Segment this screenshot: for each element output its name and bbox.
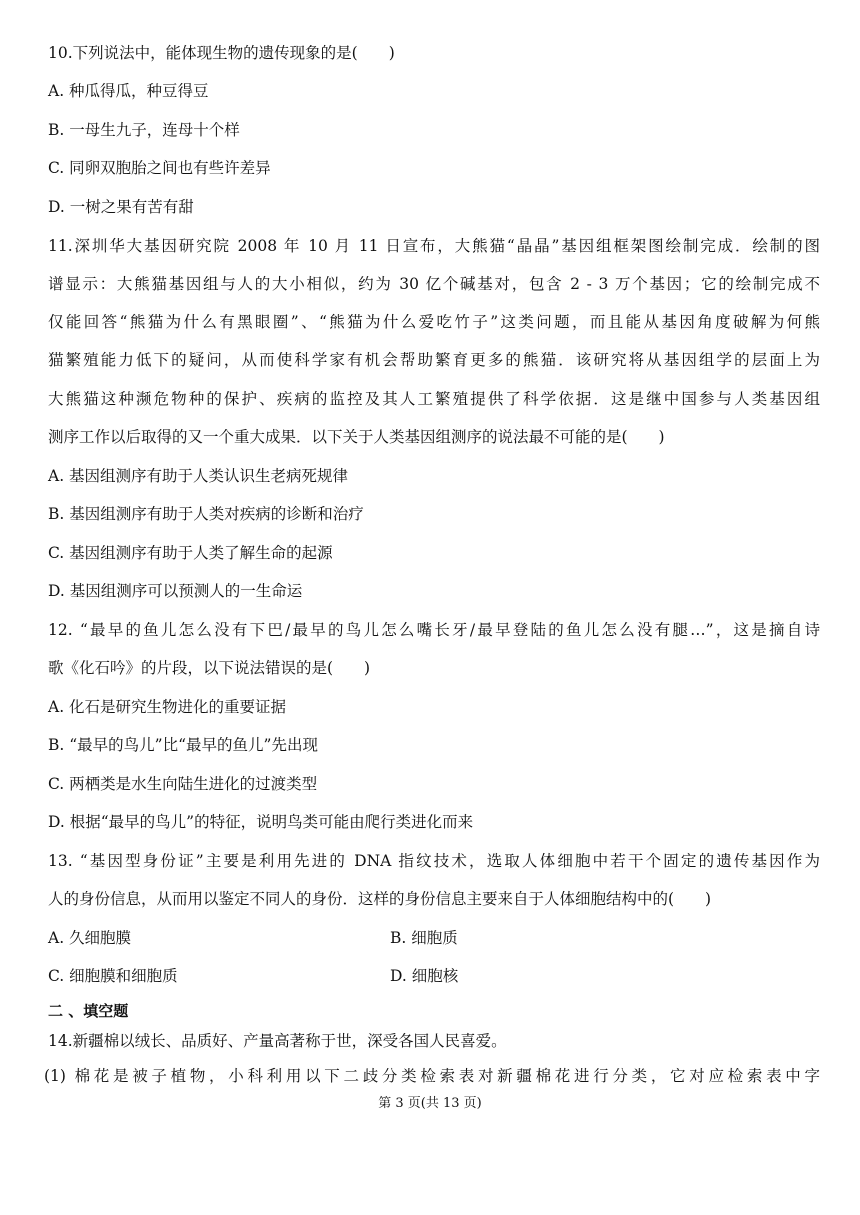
q12-line-2: 歌《化石吟》的片段，以下说法错误的是( ) <box>48 659 371 677</box>
q13-option-d: D. 细胞核 <box>390 967 459 985</box>
q13-option-a: A. 久细胞膜 <box>48 929 132 947</box>
q11-line-3: 仅能回答“熊猫为什么有黑眼圈”、“熊猫为什么爱吃竹子”这类问题，而且能从基因角度破解为何熊 <box>48 313 820 331</box>
q13-line-1: 13. “基因型身份证”主要是利用先进的 DNA 指纹技术，选取人体细胞中若干个固定的遗传基因作为 <box>48 852 820 870</box>
q10-stem: 10.下列说法中，能体现生物的遗传现象的是( ) <box>48 44 395 62</box>
q13-option-c: C. 细胞膜和细胞质 <box>48 967 178 985</box>
section-heading-fill-in: 二 、填空题 <box>48 1002 129 1020</box>
q12-option-d: D. 根据“最早的鸟儿”的特征，说明鸟类可能由爬行类进化而来 <box>48 813 474 831</box>
q11-line-1: 11.深圳华大基因研究院 2008 年 10 月 11 日宣布，大熊猫“晶晶”基因组框架图绘制完成．绘制的图 <box>48 237 820 255</box>
q12-option-b: B. “最早的鸟儿”比“最早的鱼儿”先出现 <box>48 736 318 754</box>
q10-option-b: B. 一母生九子，连母十个样 <box>48 121 240 139</box>
q10-option-a: A. 种瓜得瓜，种豆得豆 <box>48 82 209 100</box>
q11-line-5: 大熊猫这种濒危物种的保护、疾病的监控及其人工繁殖提供了科学依据．这是继中国参与人类基因组 <box>48 390 820 408</box>
q11-line-4: 猫繁殖能力低下的疑问，从而使科学家有机会帮助繁育更多的熊猫．该研究将从基因组学的层面上为 <box>48 351 820 369</box>
q11-option-a: A. 基因组测序有助于人类认识生老病死规律 <box>48 467 349 485</box>
q10-option-d: D. 一树之果有苦有甜 <box>48 198 194 216</box>
q10-option-c: C. 同卵双胞胎之间也有些许差异 <box>48 159 271 177</box>
q14-sub1: (1) 棉花是被子植物，小科利用以下二歧分类检索表对新疆棉花进行分类，它对应检索表中字 <box>44 1067 820 1085</box>
q11-line-2: 谱显示：大熊猫基因组与人的大小相似，约为 30 亿个碱基对，包含 2 - 3 万个基因；它的绘制完成不 <box>48 275 820 293</box>
q11-option-d: D. 基因组测序可以预测人的一生命运 <box>48 582 303 600</box>
q11-option-c: C. 基因组测序有助于人类了解生命的起源 <box>48 544 333 562</box>
q11-option-b: B. 基因组测序有助于人类对疾病的诊断和治疗 <box>48 505 364 523</box>
q12-option-a: A. 化石是研究生物进化的重要证据 <box>48 698 287 716</box>
q13-option-b: B. 细胞质 <box>390 929 458 947</box>
q13-line-2: 人的身份信息，从而用以鉴定不同人的身份．这样的身份信息主要来自于人体细胞结构中的( ) <box>48 890 712 908</box>
q12-option-c: C. 两栖类是水生向陆生进化的过渡类型 <box>48 775 318 793</box>
q14-stem: 14.新疆棉以绒长、品质好、产量高著称于世，深受各国人民喜爱。 <box>48 1032 507 1050</box>
q12-line-1: 12. “最早的鱼儿怎么没有下巴/最早的鸟儿怎么嘴长牙/最早登陆的鱼儿怎么没有腿…”，这是摘自诗 <box>48 621 820 639</box>
page-footer: 第 3 页(共 13 页) <box>378 1096 482 1111</box>
q11-line-6: 测序工作以后取得的又一个重大成果．以下关于人类基因组测序的说法最不可能的是( ) <box>48 428 665 446</box>
